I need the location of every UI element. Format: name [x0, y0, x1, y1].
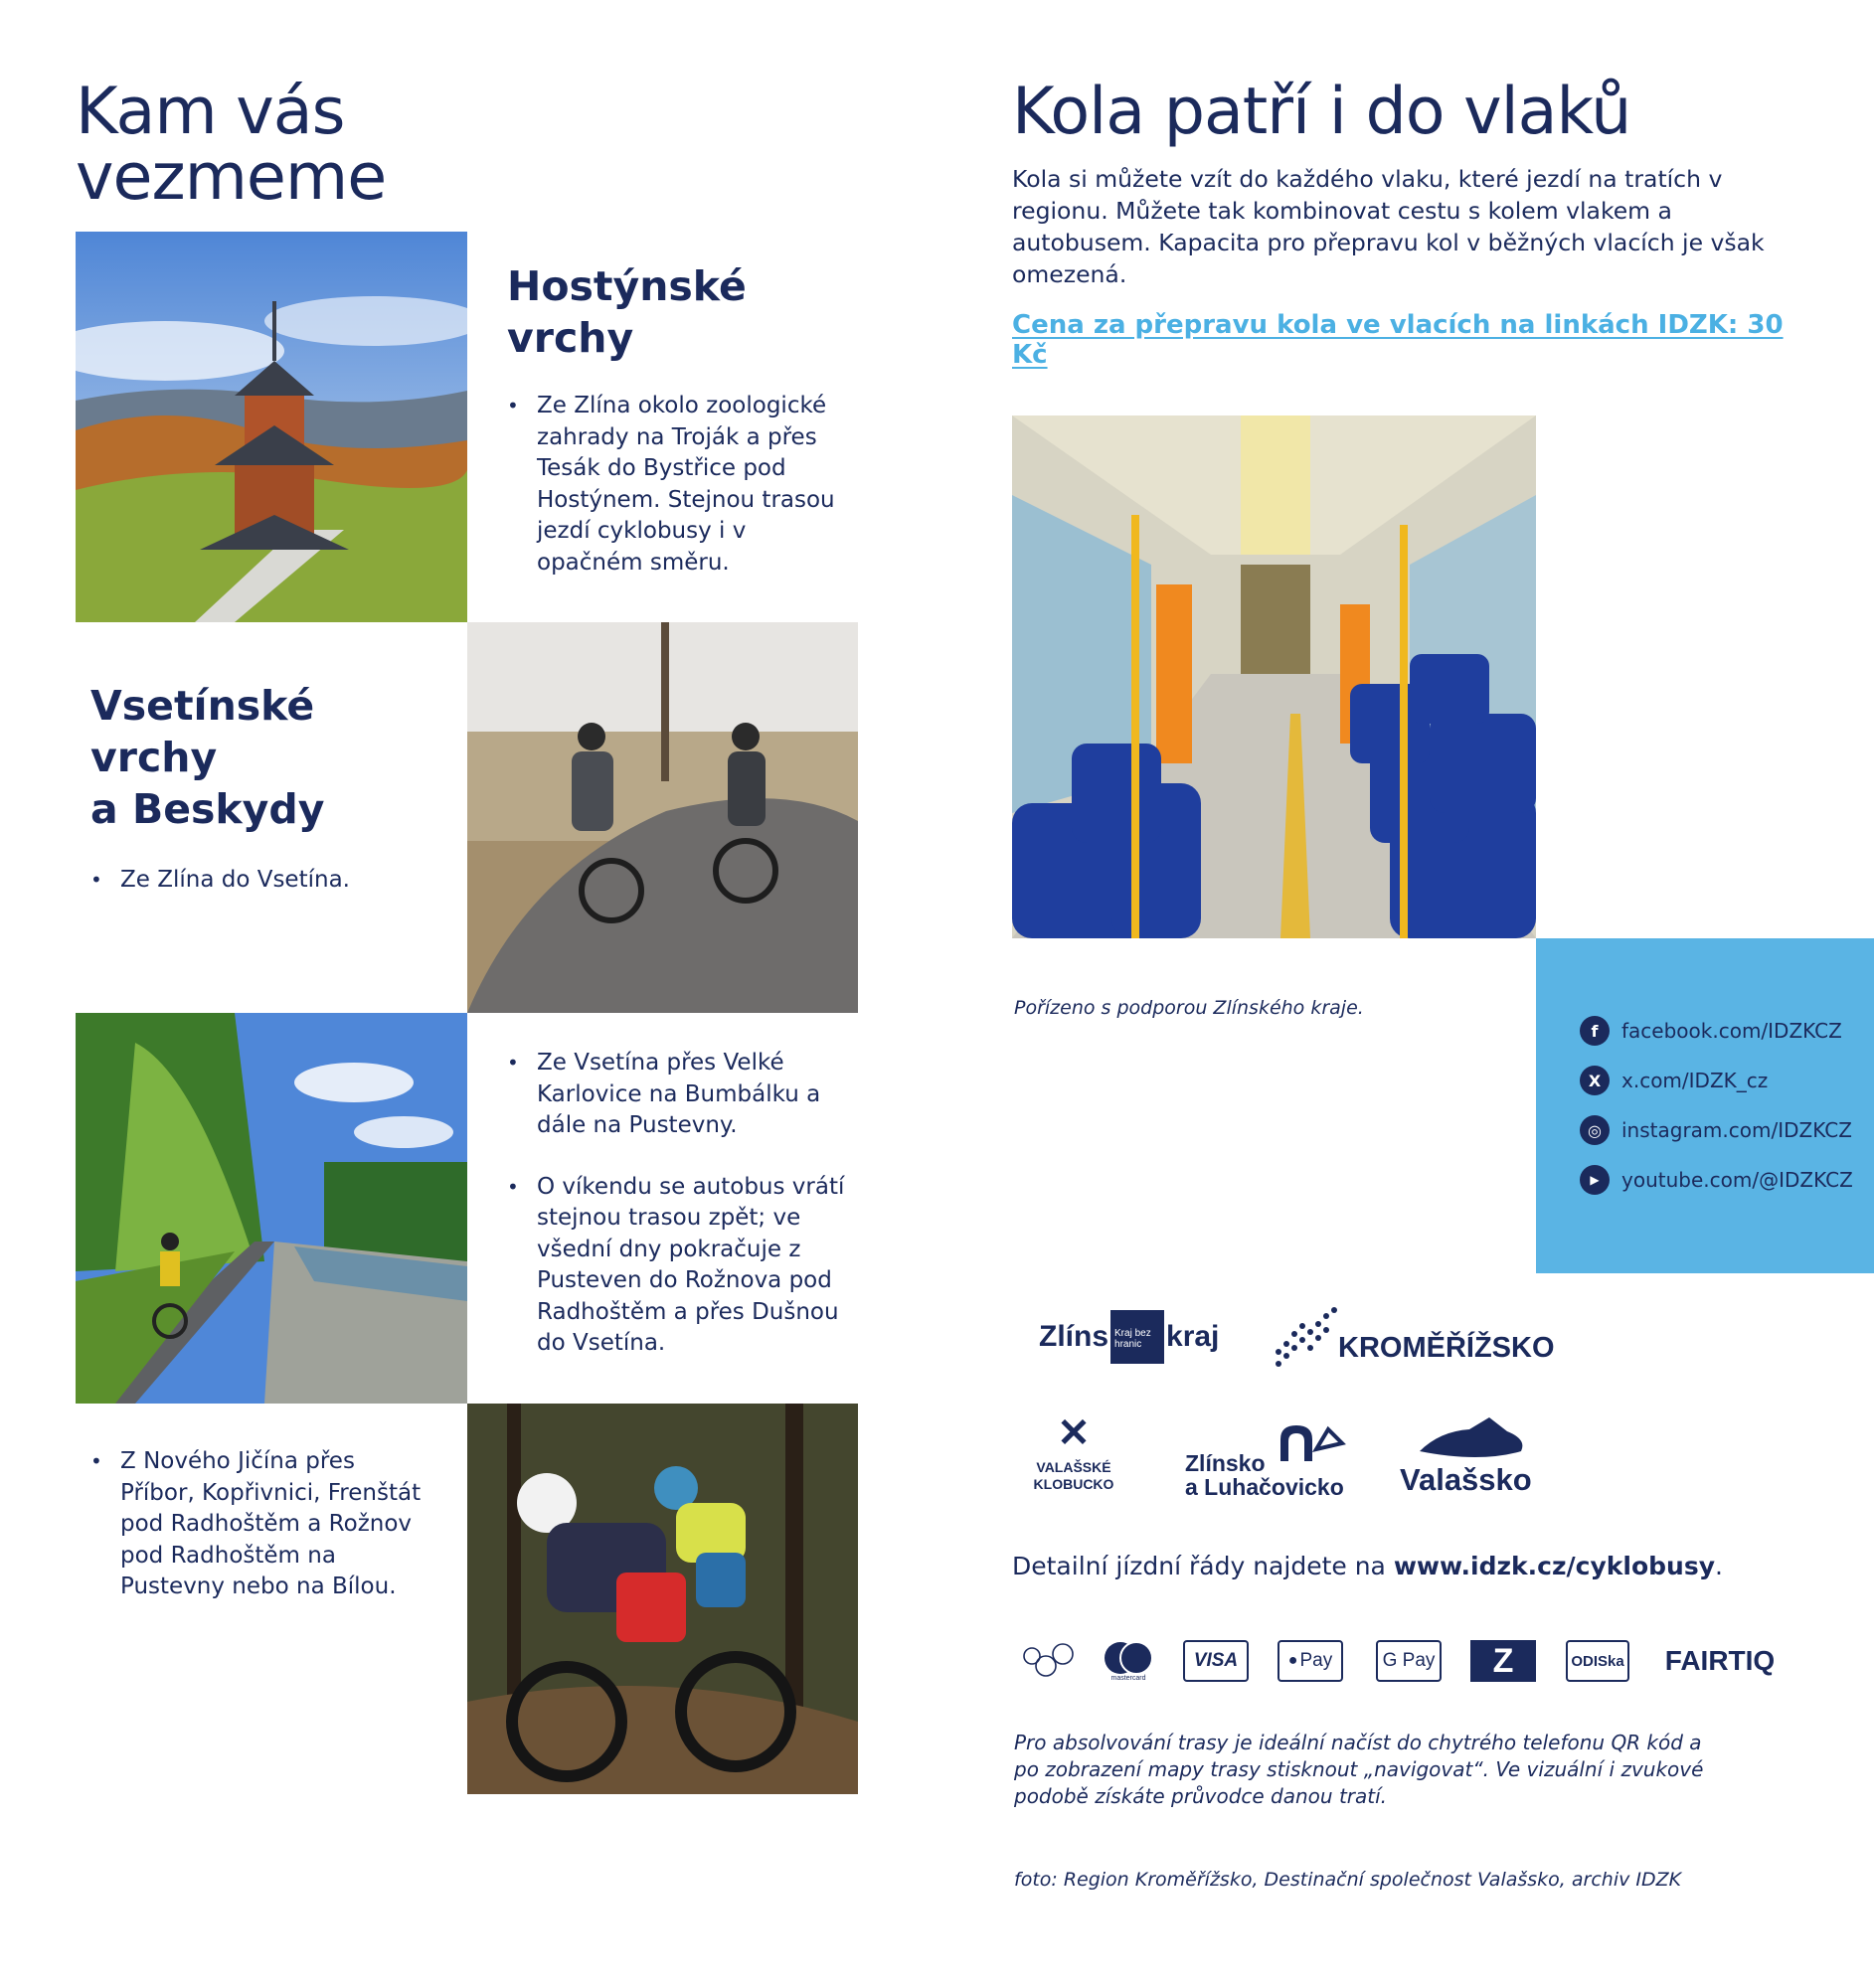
photo-lookout-tower	[76, 232, 467, 622]
social-link-facebook[interactable]: f facebook.com/IDZKCZ	[1580, 1015, 1842, 1047]
timetable-link[interactable]: www.idzk.cz/cyklobusy	[1393, 1552, 1716, 1580]
list-item: • Ze Vsetína přes Velké Karlovice na Bumbálku a dále na Pustevny.	[507, 1048, 850, 1142]
qr-navigation-note: Pro absolvování trasy je ideální načíst do chytrého telefonu QR kód a po zobrazení mapy trasy stisknout „navigovat“. Ve vizuální i zvukové podobě získáte průvodce danou tratí.	[1014, 1731, 1704, 1808]
logo-valasske-klobucko: ✕ VALAŠSKÉ KLOBUCKO	[1024, 1413, 1123, 1493]
social-link-instagram[interactable]: ◎ instagram.com/IDZKCZ	[1580, 1114, 1852, 1146]
payment-z-card-icon: Z	[1470, 1640, 1536, 1682]
photo-gravel-cyclists	[467, 622, 858, 1013]
section-title-hostynske: Hostýnské vrchy	[507, 262, 747, 362]
payment-tariff-zones-icon	[1018, 1640, 1078, 1682]
vsetin-route-list	[507, 1048, 850, 1360]
photo-river-cycle-path	[76, 1013, 467, 1404]
list-item: • O víkendu se autobus vrátí stejnou trasou zpět; ve všední dny pokračuje z Pusteven do Rožnova pod Radhoštěm a přes Dušnou do Vsetína.	[507, 1172, 850, 1360]
logo-valassko: Valašsko	[1400, 1411, 1529, 1496]
facebook-icon: f	[1580, 1016, 1610, 1046]
vsetinske-route-list	[90, 865, 433, 897]
list-item: • Ze Zlína do Vsetína.	[90, 865, 433, 897]
logo-kromerizsko: KROMĚŘÍŽSKO	[1271, 1304, 1555, 1374]
payment-mastercard-icon: mastercard	[1098, 1640, 1159, 1682]
photo-credit: foto: Region Kroměřížsko, Destinační společnost Valašsko, archiv IDZK	[1014, 1869, 1682, 1891]
luhacovicko-colonnade-icon	[1277, 1421, 1346, 1465]
instagram-icon: ◎	[1580, 1115, 1610, 1145]
support-caption: Pořízeno s podporou Zlínského kraje.	[1014, 997, 1364, 1019]
klobucko-cross-icon: ✕	[1057, 1411, 1091, 1455]
photo-train-interior	[1012, 415, 1536, 938]
jicin-route-list	[90, 1446, 433, 1603]
list-item: • Ze Zlína okolo zoologické zahrady na Troják a přes Tesák do Bystřice pod Hostýnem. Stejnou trasou jezdí cyklobusy i v opačném směru.	[507, 391, 850, 579]
photo-mountain-bikers	[467, 1404, 858, 1794]
youtube-icon: ▶	[1580, 1165, 1610, 1195]
page-title-left: Kam vás vezmeme	[76, 75, 387, 215]
timetable-note: Detailní jízdní řády najdete na www.idzk.cz/cyklobusy.	[1012, 1552, 1723, 1580]
hostynske-route-list	[507, 391, 850, 579]
list-item: • Z Nového Jičína přes Příbor, Kopřivnici, Frenštát pod Radhoštěm a Rožnov pod Radhoštěm na Pustevny nebo na Bílou.	[90, 1446, 433, 1603]
logo-zlinsky-kraj: Zlíns Kraj bez hranic kraj	[1039, 1312, 1219, 1362]
bikes-on-trains-intro: Kola si můžete vzít do každého vlaku, které jezdí na tratích v regionu. Můžete tak kombinovat cestu s kolem vlakem a autobusem. Kapacita pro přepravu kol v běžných vlacích je však omezená.	[1012, 165, 1765, 288]
social-link-youtube[interactable]: ▶ youtube.com/@IDZKCZ	[1580, 1164, 1853, 1196]
bike-price-link[interactable]: Cena za přepravu kola ve vlacích na linkách IDZK: 30 Kč	[1012, 310, 1784, 370]
valassko-hat-icon	[1400, 1411, 1529, 1463]
apple-icon: ●	[1287, 1652, 1298, 1669]
kromerizsko-dots-icon	[1271, 1304, 1342, 1374]
payment-visa-icon: VISA	[1183, 1640, 1249, 1682]
page-title-right: Kola patří i do vlaků	[1012, 75, 1631, 149]
payment-fairtiq-icon: FAIRTIQ	[1664, 1645, 1776, 1676]
logo-zlinsko-luhacovicko: Zlínsko a Luhačovicko	[1185, 1421, 1354, 1499]
social-link-x[interactable]: X x.com/IDZK_cz	[1580, 1065, 1768, 1096]
payment-odiska-icon: ODISka	[1566, 1640, 1629, 1682]
payment-applepay-icon: ● Pay	[1278, 1640, 1343, 1682]
section-title-vsetinske: Vsetínské vrchy a Beskydy	[90, 682, 325, 833]
payment-gpay-icon: G Pay	[1376, 1640, 1442, 1682]
social-media-box	[1536, 938, 1874, 1273]
x-icon: X	[1580, 1066, 1610, 1095]
